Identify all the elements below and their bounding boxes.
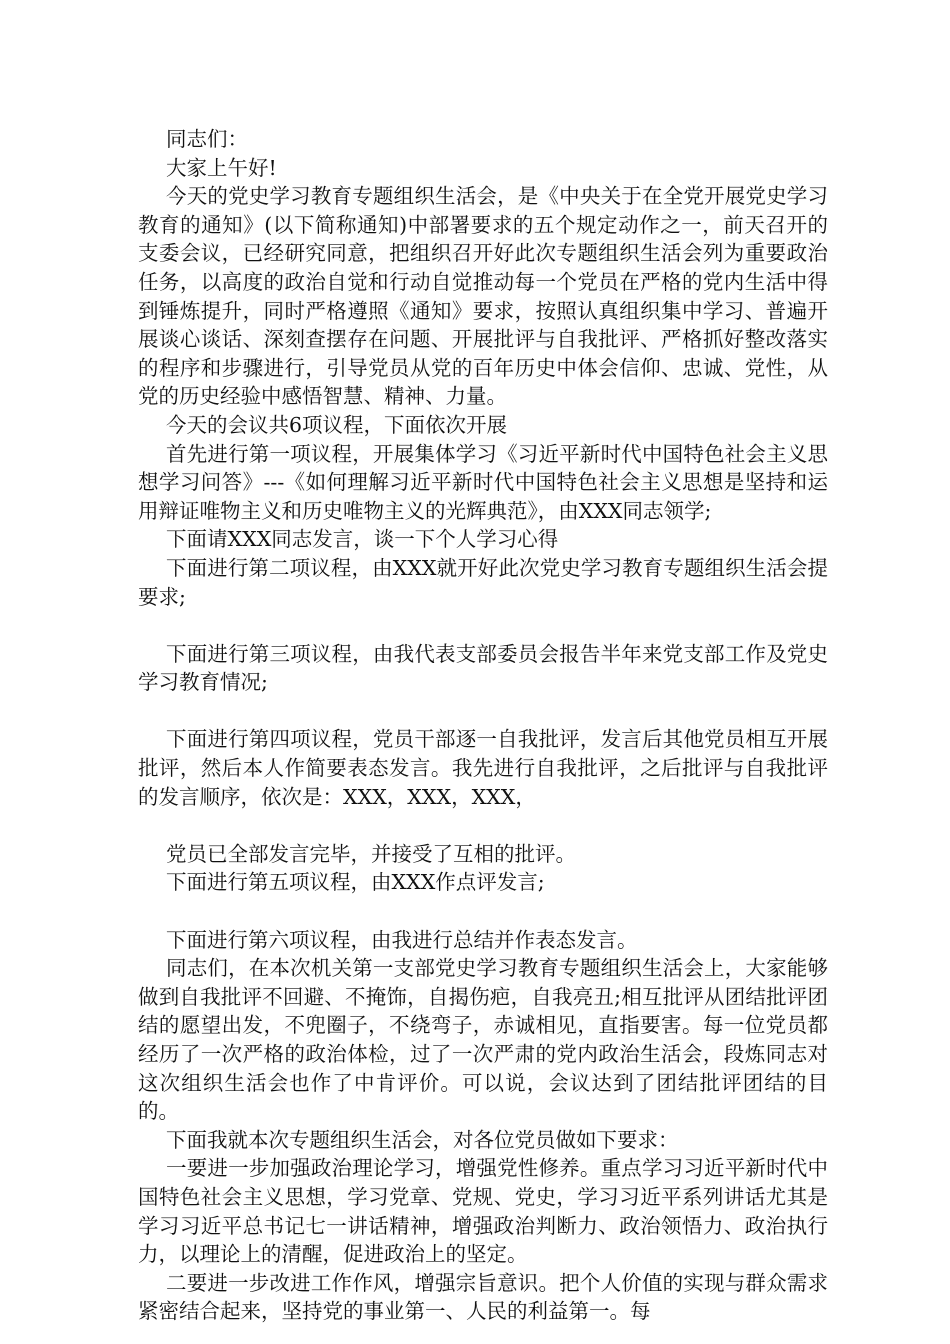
blank-line — [138, 897, 828, 926]
paragraph-requirement-2: 二要进一步改进工作作风，增强宗旨意识。把个人价值的实现与群众需求紧密结合起来，坚持党的事业第一、人民的利益第一。每 — [138, 1270, 828, 1324]
paragraph-agenda-item-5: 下面进行第五项议程，由XXX作点评发言; — [166, 870, 545, 895]
paragraph-requirement-1: 一要进一步加强政治理论学习，增强党性修养。重点学习习近平新时代中国特色社会主义思想，学习党章、党规、党史，学习习近平系列讲话尤其是学习习近平总书记七一讲话精神，增强政治判断力、政治领悟力、政治执行力，以理论上的清醒，促进政治上的坚定。 — [138, 1156, 828, 1267]
blank-line — [138, 697, 828, 726]
paragraph-study-speech: 下面请XXX同志发言，谈一下个人学习心得 — [166, 527, 559, 552]
paragraph-intro: 今天的党史学习教育专题组织生活会，是《中央关于在全党开展党史学习教育的通知》(以下简称通知)中部署要求的五个规定动作之一，前天召开的支委会议，已经研究同意，把组织召开好此次专题组织生活会列为重要政治任务，以高度的政治自觉和行动自觉推动每一个党员在严格的党内生活中得到锤炼提升，同时严格遵照《通知》要求，按照认真组织集中学习、普遍开展谈心谈话、深刻查摆存在问题、开展批评与自我批评、严格抓好整改落实的程序和步骤进行，引导党员从党的百年历史中体会信仰、忠诚、党性，从党的历史经验中感悟智慧、精神、力量。 — [138, 184, 828, 409]
paragraph-agenda-item-3: 下面进行第三项议程，由我代表支部委员会报告半年来党支部工作及党史学习教育情况; — [138, 641, 828, 695]
paragraph-requirements-intro: 下面我就本次专题组织生活会，对各位党员做如下要求： — [166, 1127, 679, 1152]
paragraph-agenda-overview: 今天的会议共6项议程，下面依次开展 — [166, 412, 508, 437]
blank-line — [138, 811, 828, 840]
paragraph-agenda-item-6: 下面进行第六项议程，由我进行总结并作表态发言。 — [166, 927, 638, 952]
paragraph-agenda-item-1: 首先进行第一项议程，开展集体学习《习近平新时代中国特色社会主义思想学习问答》---《如何理解习近平新时代中国特色社会主义思想是坚持和运用辩证唯物主义和历史唯物主义的光辉典范》，由XXX同志领学; — [138, 441, 828, 523]
blank-line — [138, 611, 828, 640]
paragraph-salutation: 同志们： — [166, 127, 248, 151]
paragraph-criticism-done: 党员已全部发言完毕，并接受了互相的批评。 — [166, 841, 576, 866]
paragraph-agenda-item-4: 下面进行第四项议程，党员干部逐一自我批评，发言后其他党员相互开展批评，然后本人作简要表态发言。我先进行自我批评，之后批评与自我批评的发言顺序，依次是：XXX，XXX，XXX， — [138, 727, 828, 809]
paragraph-summary: 同志们，在本次机关第一支部党史学习教育专题组织生活会上，大家能够做到自我批评不回避、不掩饰，自揭伤疤，自我亮丑;相互批评从团结批评团结的愿望出发，不兜圈子，不绕弯子，赤诚相见，直指要害。每一位党员都经历了一次严格的政治体检，过了一次严肃的党内政治生活会，段炼同志对这次组织生活会也作了中肯评价。可以说，会议达到了团结批评团结的目的。 — [138, 956, 828, 1124]
paragraph-agenda-item-2: 下面进行第二项议程，由XXX就开好此次党史学习教育专题组织生活会提要求; — [138, 555, 828, 609]
document-body — [138, 125, 828, 1326]
paragraph-greeting: 大家上午好! — [166, 155, 277, 180]
